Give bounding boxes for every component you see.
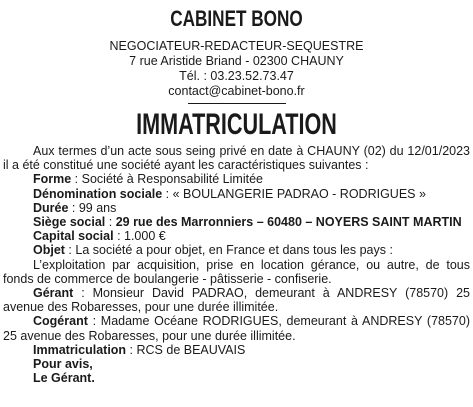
cabinet-address: 7 rue Aristide Briand - 02300 CHAUNY [129, 54, 344, 68]
field-value: : « BOULANGERIE PADRAO - RODRIGUES » [162, 186, 426, 201]
field-value: : La société a pour objet, en France et dans tous les pays : [64, 243, 393, 258]
objet-detail: L’exploitation par acquisition, prise en location gérance, ou autre, de tous fonds de commerce de boulangerie - pâtisserie - confiserie. [3, 257, 470, 286]
intro-paragraph: Aux termes d’un acte sous seing privé en date à CHAUNY (02) du 12/01/2023 il a été constitué une société ayant les caractéristiques suivantes : [3, 144, 470, 173]
field-value: 29 rue des Marronniers – 60480 – NOYERS SAINT MARTIN [115, 215, 462, 230]
cabinet-header [3, 7, 470, 104]
field-label: Durée [33, 200, 69, 215]
field-value: : 99 ans [68, 200, 117, 215]
field-value: : Monsieur David PADRAO, demeurant à ANDRESY (78570) 25 avenue des Robaresses, pour une durée illimitée. [3, 286, 470, 315]
field-gerant [3, 286, 470, 314]
cabinet-profession: NEGOCIATEUR-REDACTEUR-SEQUESTRE [109, 39, 364, 53]
field-value: : Société à Responsabilité Limitée [71, 172, 263, 187]
notice-body [3, 144, 470, 385]
field-label: Immatriculation [33, 342, 127, 357]
field-denomination [3, 187, 470, 201]
closing-pour-avis: Pour avis, [33, 357, 93, 372]
field-value: : Madame Océane RODRIGUES, demeurant à ANDRESY (78570) 25 avenue des Robaresses, pour une durée illimitée. [3, 314, 470, 343]
field-value: : RCS de BEAUVAIS [126, 342, 246, 357]
field-separator: : [105, 215, 116, 230]
field-label: Siège social [33, 215, 106, 230]
field-label: Gérant [33, 286, 74, 301]
field-siege [3, 215, 470, 229]
header-divider [188, 103, 286, 104]
field-duree [3, 201, 470, 215]
closing-signatory: Le Gérant. [33, 371, 95, 386]
field-immatriculation [3, 343, 470, 357]
field-forme [3, 172, 470, 186]
field-label: Objet [33, 243, 65, 258]
field-label: Forme [33, 172, 72, 187]
field-label: Dénomination sociale [33, 186, 163, 201]
cabinet-name: CABINET BONO [170, 6, 303, 31]
cabinet-email: contact@cabinet-bono.fr [168, 84, 305, 98]
field-label: Cogérant [33, 314, 88, 329]
field-value: : 1.000 € [113, 229, 166, 244]
cabinet-phone: Tél. : 03.23.52.73.47 [179, 69, 294, 83]
field-objet [3, 243, 470, 257]
field-capital [3, 229, 470, 243]
field-cogerant [3, 314, 470, 342]
notice-title: IMMATRICULATION [136, 108, 337, 141]
legal-notice [0, 7, 473, 407]
field-label: Capital social [33, 229, 114, 244]
